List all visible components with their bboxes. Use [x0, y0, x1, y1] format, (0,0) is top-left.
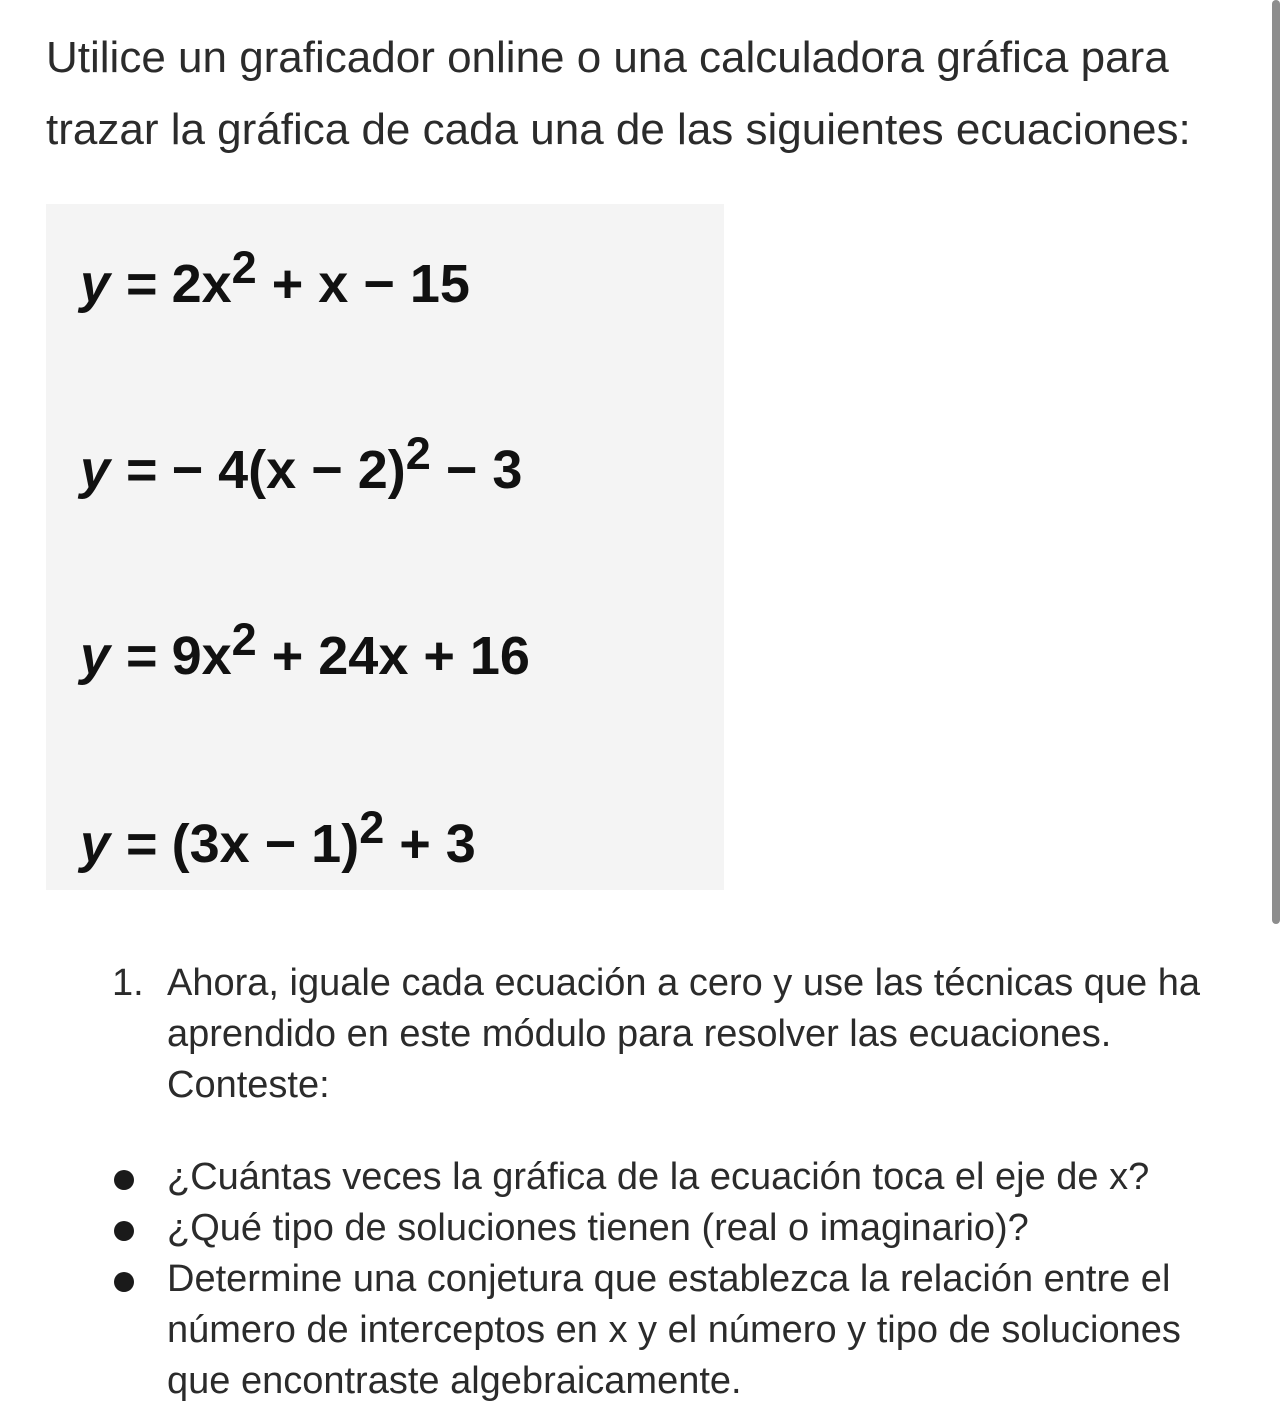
list-item	[112, 1152, 1252, 1203]
equation-lhs: y =	[80, 626, 157, 686]
equation-lhs: y =	[80, 440, 157, 500]
equation-exponent: 2	[359, 802, 385, 853]
equation-4	[80, 802, 476, 875]
list-item	[112, 1203, 1252, 1254]
bullet-text: Determine una conjetura que establezca la relación entre el número de interceptos en x y el número y tipo de soluciones que encontraste algebraicamente.	[167, 1258, 1181, 1402]
equation-exponent: 2	[231, 242, 257, 293]
equation-lhs: y =	[80, 814, 157, 874]
equation-3	[80, 614, 530, 687]
question-number: 1.	[112, 962, 144, 1004]
equation-tail: − 3	[445, 440, 523, 500]
equation-1	[80, 242, 470, 315]
equation-body: − 4(x − 2)	[171, 440, 406, 500]
equation-exponent: 2	[405, 428, 431, 479]
bullet-icon	[114, 1272, 134, 1292]
equation-body: 9x	[171, 626, 232, 686]
bullet-icon	[114, 1221, 134, 1241]
bullet-text: ¿Qué tipo de soluciones tienen (real o imaginario)?	[167, 1207, 1029, 1249]
equation-2	[80, 428, 522, 501]
equation-tail: + x − 15	[271, 254, 470, 314]
question-text: Ahora, iguale cada ecuación a cero y use las técnicas que ha aprendido en este módulo para resolver las ecuaciones. Conteste:	[167, 962, 1200, 1106]
intro-paragraph: Utilice un graficador online o una calculadora gráfica para trazar la gráfica de cada una de las siguientes ecuaciones:	[46, 33, 1191, 154]
equation-tail: + 24x + 16	[271, 626, 530, 686]
equation-exponent: 2	[231, 614, 257, 665]
list-item	[112, 1254, 1252, 1407]
equations-image	[46, 204, 724, 890]
bullet-icon	[114, 1170, 134, 1190]
scrollbar[interactable]	[1272, 0, 1280, 924]
bullet-text: ¿Cuántas veces la gráfica de la ecuación toca el eje de x?	[167, 1156, 1150, 1198]
bullet-list	[112, 1152, 1252, 1407]
equation-body: (3x − 1)	[171, 814, 360, 874]
equation-tail: + 3	[399, 814, 476, 874]
equation-body: 2x	[171, 254, 232, 314]
equation-lhs: y =	[80, 254, 157, 314]
